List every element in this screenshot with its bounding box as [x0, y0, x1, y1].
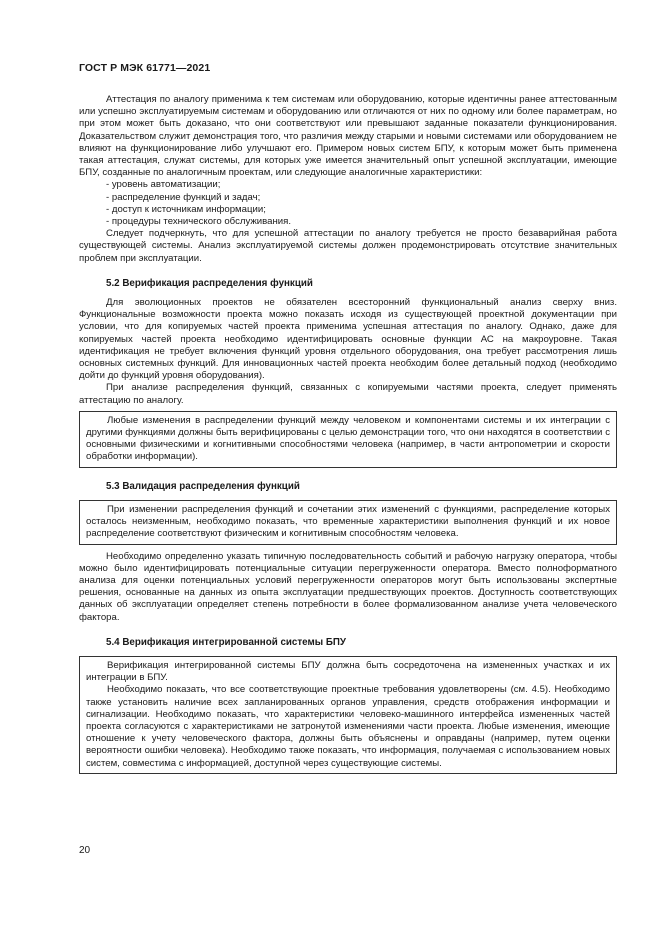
intro-paragraph-2: Следует подчеркнуть, что для успешной аттестации по аналогу требуется не просто безаварийная работа существующей системы. Анализ эксплуатируемой системы должен продемонстрировать отсутствие значительных проблем при эксплуатации.	[79, 228, 617, 264]
section-5-3-paragraph-1: Необходимо определенно указать типичную последовательность событий и рабочую нагрузку оператора, чтобы можно было идентифицировать потенциальные ситуации перегруженности оператора. Вместо полноформатного анализа для оценки потенциальных условий перегруженности операторов могут быть использованы экспертные решения, основанные на данных из опыта эксплуатации предшествующих проектов. Доступность соответствующих данных об эксплуатации определяет степень потребности в более формализованном анализе учета человеческого фактора.	[79, 550, 617, 623]
list-item: - уровень автоматизации;	[106, 179, 221, 191]
section-heading-5-3: 5.3 Валидация распределения функций	[106, 480, 300, 492]
section-5-2-paragraph-2: При анализе распределения функций, связанных с копируемыми частями проекта, следует применять аттестацию по аналогу.	[79, 382, 617, 406]
list-item: - процедуры технического обслуживания.	[106, 216, 291, 228]
requirement-box-5-4	[79, 656, 617, 774]
page-content	[79, 94, 617, 780]
requirement-box-5-3	[79, 500, 617, 545]
requirement-text: Необходимо показать, что все соответствующие проектные требования удовлетворены (см. 4.5). Необходимо также установить наличие всех запланированных органов управления, средств отображения информации и сигнализации. Необходимо показать, что характеристики человеко-машинного интерфейса измененных частей проекта согласуются с характеристиками не затронутой изменениями части проекта. Любые изменения, имеющие отношение к учету человеческого фактора, должны быть объяснены и оправданы (например, путем оценки вероятности ошибки человека). Необходимо также показать, что информация, получаемая с использованием новых систем, совместима с информацией, доступной через существующие системы.	[86, 684, 610, 769]
intro-paragraph-1: Аттестация по аналогу применима к тем системам или оборудованию, которые идентичны ранее аттестованным или успешно эксплуатируемым системам и оборудованию или отличаются от них по одному или более параметрам, но при этом может быть доказано, что они соответствуют или превышают заданные показатели функционирования. Доказательством служит демонстрация того, что различия между старыми и новыми системами или оборудованием не влияют на функционирование либо улучшают его. Примером новых систем БПУ, к которым может быть применена такая аттестация, служат системы, для которых уже имеется значительный опыт успешной эксплуатации, имеющие БПУ, созданные по аналогичным проектам, или следующие аналогичные характеристики:	[79, 94, 617, 179]
requirement-text: Любые изменения в распределении функций между человеком и компонентами системы и их интеграции с другими функциями должны быть верифицированы с целью демонстрации того, что они находятся в соответствии с основными физическими и когнитивными способностями человека (например, в части антропометрии и скорости обработки информации).	[86, 414, 610, 463]
section-heading-5-2: 5.2 Верификация распределения функций	[106, 277, 313, 289]
page-number: 20	[79, 845, 91, 856]
list-item: - распределение функций и задач;	[106, 191, 261, 203]
standard-code-header: ГОСТ Р МЭК 61771—2021	[79, 62, 211, 74]
section-heading-5-4: 5.4 Верификация интегрированной системы БПУ	[106, 636, 346, 648]
requirement-text: Верификация интегрированной системы БПУ должна быть сосредоточена на измененных участках и их интеграции в БПУ.	[86, 659, 610, 684]
requirement-box-5-2	[79, 411, 617, 468]
section-5-2-paragraph-1: Для эволюционных проектов не обязателен всесторонний функциональный анализ сверху вниз. Функциональные возможности проекта можно показать исходя из существующей проектной документации при условии, что для копируемых частей проекта применима успешная аттестация по аналогу. Однако, даже для копируемых частей проекта необходимо идентифицировать основные функции АС на макроуровне. Такая идентификация не требует включения функций уровня отдельного оборудования, она требует рассмотрения лишь основных системных функций. Для инновационных частей проекта необходим более детальный подход (необходимо дойти до функций уровня оборудования).	[79, 297, 617, 382]
list-item: - доступ к источникам информации;	[106, 203, 266, 215]
requirement-text: При изменении распределения функций и сочетании этих изменений с функциями, распределение которых осталось неизменным, необходимо показать, что временные характеристики выполнения функций и их новое распределение соответствуют физическим и когнитивным способностям человека.	[86, 503, 610, 540]
